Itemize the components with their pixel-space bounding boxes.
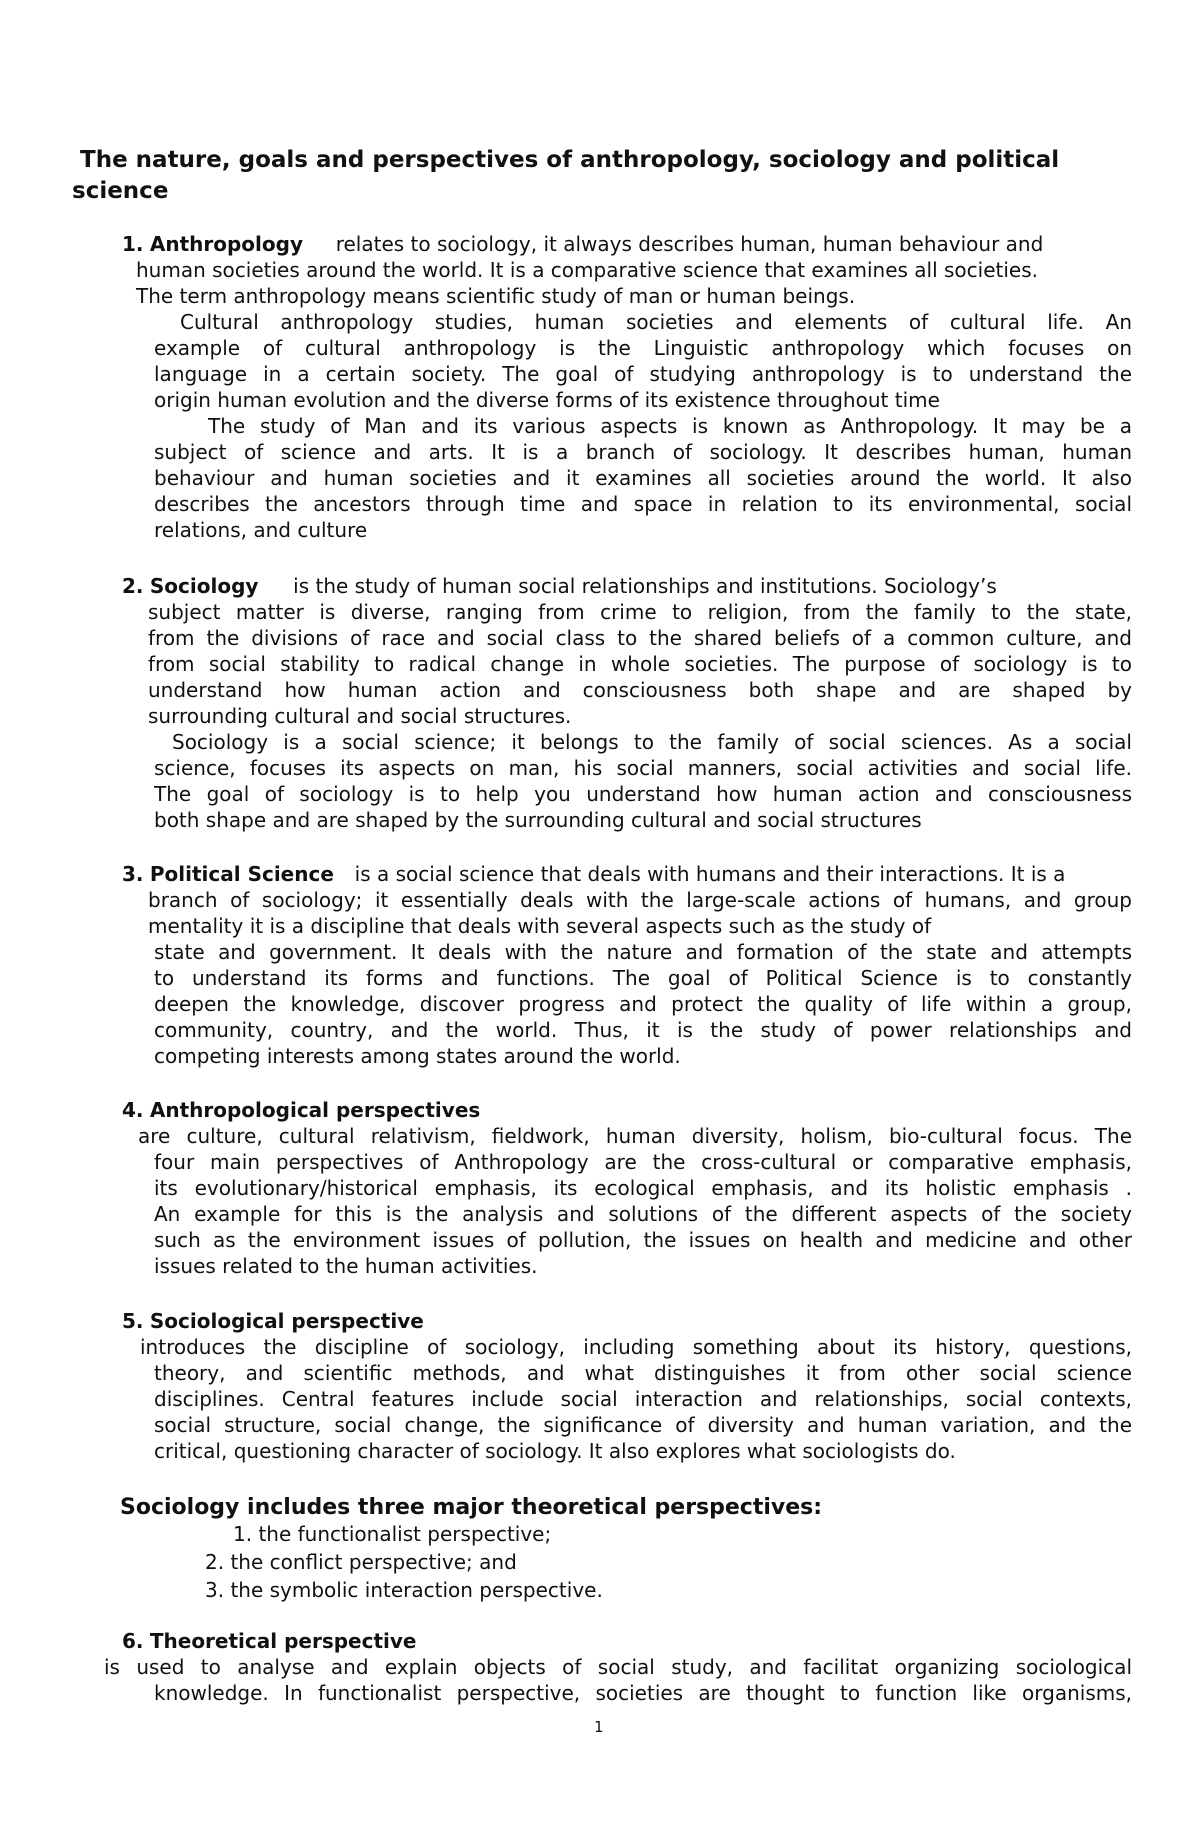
section-line: subject matter is diverse, ranging from crime to religion, from the family to the state, <box>148 600 1132 624</box>
section-number: 4. <box>122 1098 144 1122</box>
section-line: state and government. It deals with the nature and formation of the state and attempts <box>154 940 1132 964</box>
section-line: such as the environment issues of pollution, the issues on health and medicine and other <box>154 1228 1132 1252</box>
section-line: from the divisions of race and social class to the shared beliefs of a common culture, and <box>148 626 1132 650</box>
section-sociological-perspective <box>122 1308 1132 1464</box>
list-item: 2. the conflict perspective; and <box>205 1550 517 1574</box>
section-first-line <box>122 573 1132 599</box>
section-first-line <box>122 1628 1132 1654</box>
section-first-line <box>122 231 1132 257</box>
section-line: branch of sociology; it essentially deals with the large-scale actions of humans, and group <box>148 888 1132 912</box>
section-line: Cultural anthropology studies, human societies and elements of cultural life. An <box>180 310 1132 334</box>
section-line: issues related to the human activities. <box>154 1254 538 1278</box>
section-line: from social stability to radical change in whole societies. The purpose of sociology is to <box>148 652 1132 676</box>
section-heading: Sociology <box>149 574 259 598</box>
section-first-line <box>122 861 1132 887</box>
section-line: science, focuses its aspects on man, his social manners, social activities and social life. <box>154 756 1132 780</box>
section-line: four main perspectives of Anthropology are the cross-cultural or comparative emphasis, <box>154 1150 1132 1174</box>
section-line: critical, questioning character of sociology. It also explores what sociologists do. <box>154 1439 956 1463</box>
section-line: The term anthropology means scientific study of man or human beings. <box>136 284 856 308</box>
section-line: knowledge. In functionalist perspective, societies are thought to function like organisms, <box>154 1681 1132 1705</box>
section-political-science <box>122 861 1132 1069</box>
section-line: origin human evolution and the diverse forms of its existence throughout time <box>154 388 940 412</box>
section-number: 6. <box>122 1629 144 1653</box>
section-line: to understand its forms and functions. The goal of Political Science is to constantly <box>154 966 1132 990</box>
theory-list <box>205 1520 905 1604</box>
section-line: introduces the discipline of sociology, including something about its history, questions, <box>140 1335 1132 1359</box>
section-line: disciplines. Central features include social interaction and relationships, social contexts, <box>154 1387 1132 1411</box>
section-line: The goal of sociology is to help you understand how human action and consciousness <box>154 782 1132 806</box>
section-sociology <box>122 573 1132 833</box>
section-line: surrounding cultural and social structures. <box>148 704 572 728</box>
section-number: 1. <box>122 232 144 256</box>
section-line: are culture, cultural relativism, fieldwork, human diversity, holism, bio-cultural focus. The <box>138 1124 1132 1148</box>
section-line: example of cultural anthropology is the Linguistic anthropology which focuses on <box>154 336 1132 360</box>
section-line: behaviour and human societies and it examines all societies around the world. It also <box>154 466 1132 490</box>
page-number: 1 <box>594 1718 604 1736</box>
theory-heading: Sociology includes three major theoretical perspectives: <box>120 1495 823 1520</box>
section-theoretical-perspective <box>104 1628 1132 1706</box>
section-line: understand how human action and consciousness both shape and are shaped by <box>148 678 1132 702</box>
section-line: competing interests among states around the world. <box>154 1044 681 1068</box>
section-line: language in a certain society. The goal of studying anthropology is to understand the <box>154 362 1132 386</box>
section-line: its evolutionary/historical emphasis, its ecological emphasis, and its holistic emphasis . <box>154 1176 1132 1200</box>
section-number: 3. <box>122 862 144 886</box>
section-line: An example for this is the analysis and solutions of the different aspects of the society <box>154 1202 1132 1226</box>
section-line: is used to analyse and explain objects of social study, and facilitat organizing sociological <box>104 1655 1132 1679</box>
section-heading: Theoretical perspective <box>149 1629 417 1653</box>
section-first-line <box>122 1097 1132 1123</box>
section-line: human societies around the world. It is a comparative science that examines all societies. <box>136 258 1038 282</box>
section-line: The study of Man and its various aspects is known as Anthropology. It may be a <box>208 414 1132 438</box>
section-text: is a social science that deals with humans and their interactions. It is a <box>354 862 1066 886</box>
section-line: deepen the knowledge, discover progress and protect the quality of life within a group, <box>154 992 1132 1016</box>
section-anthropology <box>122 231 1132 543</box>
section-line: community, country, and the world. Thus, it is the study of power relationships and <box>154 1018 1132 1042</box>
section-line: mentality it is a discipline that deals with several aspects such as the study of <box>148 914 932 938</box>
section-line: describes the ancestors through time and space in relation to its environmental, social <box>154 492 1132 516</box>
section-number: 2. <box>122 574 144 598</box>
section-heading: Sociological perspective <box>149 1309 424 1333</box>
section-heading: Anthropology <box>149 232 303 256</box>
section-number: 5. <box>122 1309 144 1333</box>
section-line: social structure, social change, the significance of diversity and human variation, and the <box>154 1413 1132 1437</box>
section-anthropological-perspectives <box>122 1097 1132 1279</box>
document-title-text: The nature, goals and perspectives of anthropology, sociology and political science <box>72 147 1060 204</box>
list-item: 3. the symbolic interaction perspective. <box>205 1578 603 1602</box>
section-heading: Anthropological perspectives <box>149 1098 481 1122</box>
section-heading: Political Science <box>149 862 334 886</box>
section-line: both shape and are shaped by the surrounding cultural and social structures <box>154 808 922 832</box>
section-text: is the study of human social relationships and institutions. Sociology’s <box>293 574 997 598</box>
document-title <box>72 145 1112 207</box>
section-line: theory, and scientific methods, and what distinguishes it from other social science <box>154 1361 1132 1385</box>
section-line: subject of science and arts. It is a branch of sociology. It describes human, human <box>154 440 1132 464</box>
section-line: Sociology is a social science; it belongs to the family of social sciences. As a social <box>172 730 1132 754</box>
section-text: relates to sociology, it always describes human, human behaviour and <box>335 232 1044 256</box>
section-line: relations, and culture <box>154 518 368 542</box>
section-first-line <box>122 1308 1132 1334</box>
list-item: 1. the functionalist perspective; <box>233 1522 552 1546</box>
